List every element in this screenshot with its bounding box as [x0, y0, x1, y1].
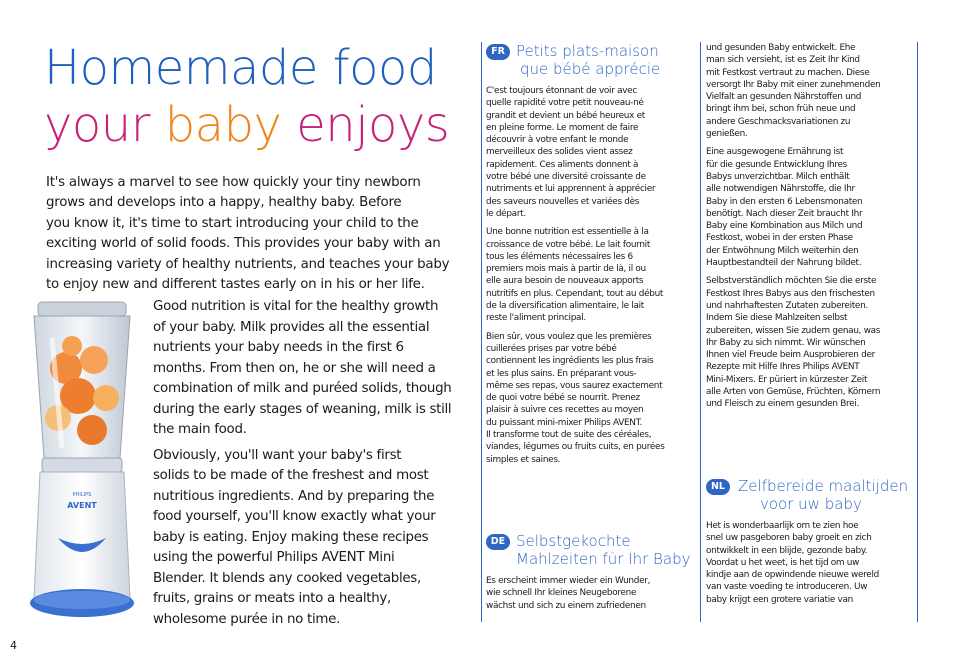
- de-cont-line: und nahrhaftesten Zutaten zubereiten.: [706, 300, 868, 311]
- de-cont-line: zubereiten, wissen Sie zudem genau, was: [706, 325, 881, 336]
- fr-line: elle aura besoin de nouveaux apports: [486, 276, 644, 287]
- nl-heading: [738, 478, 908, 513]
- nl-line: snel uw pasgeboren baby groeit en zich: [706, 533, 872, 544]
- de-cont-line: Ihr Baby zu sich nimmt. Wir wünschen: [706, 337, 866, 348]
- fr-line: le départ.: [486, 208, 526, 219]
- fr-line: reste l'aliment principal.: [486, 313, 586, 324]
- de-cont-line: mit Festkost vertraut zu machen. Diese: [706, 67, 870, 78]
- page-title: [44, 40, 449, 154]
- de-line: Es erscheint immer wieder ein Wunder,: [486, 576, 651, 586]
- de-cont-line: Selbstverständlich möchten Sie die erste: [706, 276, 877, 287]
- de-paragraph: [486, 575, 696, 612]
- fr-line: C'est toujours étonnant de voir avec: [486, 86, 637, 96]
- de-cont-line: Hauptbestandteil der Nahrung bildet.: [706, 258, 862, 269]
- de-cont-line: Rezepte mit Hilfe Ihres Philips AVENT: [706, 362, 860, 373]
- nl-line: van vaste voeding te introduceren. Uw: [706, 582, 868, 593]
- fr-line: Il transforme tout de suite des céréales,: [486, 430, 652, 441]
- fr-line: de la diversification alimentaire, le lait: [486, 301, 644, 312]
- fr-line: des saveurs nouvelles et variées dès: [486, 196, 640, 207]
- de-cont-line: benötigt. Nach dieser Zeit braucht Ihr: [706, 208, 863, 219]
- de-cont-paragraph: [706, 42, 914, 140]
- body-line: combination of milk and puréed solids, though: [153, 381, 452, 396]
- de-cont-line: Babys unverzichtbar. Milch enthält: [706, 171, 850, 182]
- de-body-text: [486, 575, 696, 618]
- body-line: solids to be made of the freshest and most: [153, 468, 429, 483]
- intro-line: to enjoy new and different tastes early on in his or her life.: [46, 277, 425, 293]
- fr-heading-line: que bébé apprécie: [520, 59, 661, 78]
- intro-paragraph: [46, 173, 458, 295]
- body-paragraph-2: [153, 446, 463, 631]
- fr-line: grandit et devient un bébé heureux et: [486, 110, 645, 121]
- nl-body-text: [706, 520, 914, 612]
- de-cont-line: Baby in den ersten 6 Lebensmonaten: [706, 196, 863, 207]
- de-cont-line: Festkost, wobei in der ersten Phase: [706, 233, 853, 244]
- de-cont-line: der Entwöhnung Milch weiterhin den: [706, 245, 859, 256]
- fr-line: plaisir à suivre ces recettes au moyen: [486, 405, 644, 416]
- fr-line: simples et saines.: [486, 454, 561, 465]
- fr-heading-line: Petits plats-maison: [516, 42, 659, 60]
- de-cont-line: man sich versieht, ist es Zeit Ihr Kind: [706, 55, 860, 66]
- de-heading: [516, 533, 690, 568]
- de-cont-paragraph: [706, 146, 914, 269]
- fr-paragraph: [486, 226, 696, 324]
- de-line: wächst und sich zu einem zufriedenen: [486, 600, 646, 611]
- nl-heading-line: voor uw baby: [760, 494, 862, 513]
- title-word-enjoys: enjoys: [296, 97, 450, 153]
- blender-brand-small: PHILIPS: [72, 492, 92, 498]
- de-cont-line: versorgt Ihr Baby mit einer zunehmenden: [706, 79, 881, 90]
- de-cont-line: und gesunden Baby entwickelt. Ehe: [706, 43, 856, 53]
- de-cont-line: andere Geschmacksvariationen zu: [706, 116, 851, 127]
- body-line: during the early stages of weaning, milk is still: [153, 401, 452, 417]
- fr-line: Bien sûr, vous voulez que les premières: [486, 331, 652, 342]
- body-line: fruits, grains or meats into a healthy,: [153, 591, 391, 606]
- fr-line: Une bonne nutrition est essentielle à la: [486, 227, 649, 238]
- fr-body-text: [486, 85, 696, 472]
- fr-line: cuillerées prises par votre bébé: [486, 343, 617, 354]
- de-cont-line: Indem Sie diese Mahlzeiten selbst: [706, 313, 848, 324]
- de-heading-line: Selbstgekochte: [516, 532, 631, 550]
- de-cont-line: Festkost Ihres Babys aus den frischesten: [706, 288, 875, 299]
- fr-line: et les plus sains. En préparant vous-: [486, 368, 637, 379]
- nl-line: Het is wonderbaarlijk om te zien hoe: [706, 521, 859, 531]
- fr-line: en pleine forme. Le moment de faire: [486, 122, 639, 133]
- column-divider-middle: [700, 42, 701, 622]
- de-cont-line: und Fleisch zu einem gesunden Brei.: [706, 399, 860, 410]
- nl-line: baby krijgt een grotere variatie van: [706, 594, 853, 605]
- blender-illustration: [18, 298, 146, 628]
- fr-line: nutriments et lui apprennent à apprécier: [486, 184, 656, 195]
- fr-line: viandes, légumes ou fruits cuits, en purées: [486, 442, 665, 453]
- de-heading-line: Mahlzeiten für Ihr Baby: [516, 549, 691, 568]
- de-cont-line: Vielfalt an gesunden Nährstoffen und: [706, 92, 862, 103]
- body-line: nutrients your baby needs in the first 6: [153, 340, 404, 355]
- fr-line: de quoi votre bébé se nourrit. Prenez: [486, 393, 640, 404]
- de-cont-line: alle notwendigen Nährstoffe, die Ihr: [706, 184, 855, 195]
- intro-line: you know it, it's time to start introducing your child to the: [46, 215, 419, 231]
- intro-line: increasing variety of healthy nutrients, and teaches your baby: [46, 256, 450, 272]
- body-line: Blender. It blends any cooked vegetables,: [153, 570, 421, 586]
- title-word-baby: baby: [164, 97, 282, 153]
- intro-line: grows and develops into a happy, healthy baby. Before: [46, 195, 402, 211]
- de-cont-line: Baby eine Kombination aus Milch und: [706, 221, 863, 232]
- fr-line: quelle rapidité votre petit nouveau-né: [486, 98, 644, 109]
- title-line-1: [44, 40, 449, 97]
- title-word-homemade: Homemade: [44, 40, 318, 96]
- de-cont-line: Ihnen viel Freude beim Ausprobieren der: [706, 350, 875, 361]
- body-line: months. From then on, he or she will need a: [153, 360, 436, 376]
- body-line: baby is eating. Enjoy making these recipes: [153, 529, 429, 545]
- fr-line: croissance de votre bébé. Le lait fournit: [486, 239, 651, 250]
- fr-line: contiennent les ingrédients les plus frais: [486, 356, 654, 367]
- column-divider-right: [917, 42, 918, 622]
- nl-heading-line: Zelfbereide maaltijden: [738, 477, 909, 495]
- fr-line: du puissant mini-mixer Philips AVENT.: [486, 417, 643, 428]
- fr-line: tous les éléments nécessaires les 6: [486, 251, 633, 262]
- fr-line: premiers mois mais à partir de là, il ou: [486, 264, 646, 275]
- english-section: [0, 0, 470, 672]
- body-line: of your baby. Milk provides all the essential: [153, 319, 430, 335]
- de-cont-line: alle Arten von Gemüse, Früchten, Körnern: [706, 387, 881, 398]
- body-line: using the powerful Philips AVENT Mini: [153, 550, 395, 565]
- column-divider-left: [481, 42, 482, 622]
- de-cont-line: Mini-Mixers. Er püriert in kürzester Zeit: [706, 374, 868, 385]
- de-cont-line: bringt ihm bei, schon früh neue und: [706, 104, 856, 115]
- title-word-your: your: [44, 97, 150, 153]
- blender-brand: AVENT: [67, 501, 97, 510]
- intro-line: It's always a marvel to see how quickly your tiny newborn: [46, 175, 421, 190]
- de-continued-text: [706, 42, 914, 417]
- body-line: Good nutrition is vital for the healthy growth: [153, 299, 439, 314]
- fr-paragraph: [486, 331, 696, 466]
- body-line: wholesome purée in no time.: [153, 611, 341, 627]
- body-line: the main food.: [153, 422, 247, 437]
- de-cont-line: Eine ausgewogene Ernährung ist: [706, 147, 844, 158]
- de-cont-paragraph: [706, 275, 914, 410]
- nl-language-badge: NL: [706, 479, 730, 495]
- body-paragraph-1: [153, 297, 463, 441]
- fr-line: rapidement. Ces aliments donnent à: [486, 159, 639, 170]
- body-line: Obviously, you'll want your baby's first: [153, 447, 402, 463]
- fr-line: même ses repas, vous saurez exactement: [486, 380, 663, 391]
- fr-line: découvrir à votre enfant le monde: [486, 135, 629, 146]
- nl-paragraph: [706, 520, 914, 606]
- de-cont-line: genießen.: [706, 129, 748, 140]
- fr-line: merveilleux des solides vient assez: [486, 147, 633, 158]
- nl-line: Voordat u het weet, is het tijd om uw: [706, 557, 860, 568]
- de-cont-line: für die gesunde Entwicklung Ihres: [706, 159, 847, 170]
- title-line-2: [44, 97, 449, 154]
- intro-line: exciting world of solid foods. This provides your baby with an: [46, 236, 441, 252]
- de-line: wie schnell Ihr kleines Neugeborene: [486, 588, 637, 599]
- body-line: nutritious ingredients. And by preparing the: [153, 488, 435, 504]
- de-language-badge: DE: [486, 534, 510, 550]
- body-line: food yourself, you'll know exactly what your: [153, 509, 436, 524]
- body-text: [153, 297, 463, 630]
- nl-line: kindje aan de opwindende nieuwe wereld: [706, 570, 879, 581]
- fr-line: votre bébé une diversité croissante de: [486, 172, 646, 183]
- fr-heading: [516, 43, 660, 78]
- fr-paragraph: [486, 85, 696, 220]
- nl-line: ontwikkelt in een blijde, gezonde baby.: [706, 545, 868, 556]
- fr-line: nutritifs en plus. Cependant, tout au début: [486, 288, 664, 299]
- page-number: 4: [10, 639, 17, 652]
- title-word-food: food: [332, 40, 437, 96]
- fr-language-badge: FR: [486, 44, 510, 60]
